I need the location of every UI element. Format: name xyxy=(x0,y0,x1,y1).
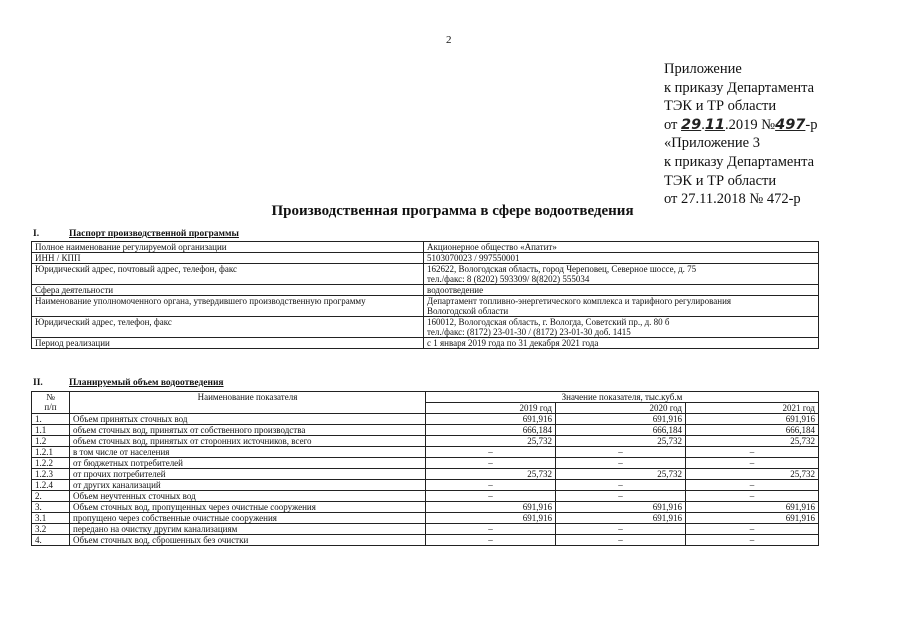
row-number: 1.2.1 xyxy=(32,447,70,458)
table-row xyxy=(32,414,819,425)
year-header: 2020 год xyxy=(556,403,686,414)
passport-value-line: Акционерное общество «Апатит» xyxy=(427,242,557,252)
passport-value-line: 160012, Вологодская область, г. Вологда, Советский пр., д. 80 б xyxy=(427,317,670,327)
value-cell: 25,732 xyxy=(686,436,819,447)
value-cell: – xyxy=(686,491,819,502)
year-header: 2019 год xyxy=(426,403,556,414)
passport-row xyxy=(32,296,819,317)
row-name: объем сточных вод, принятых от сторонних источников, всего xyxy=(70,436,426,447)
value-cell: – xyxy=(686,535,819,546)
header-text: -р xyxy=(805,116,818,133)
handwritten-order-number: 497 xyxy=(775,116,806,133)
year-header: 2021 год xyxy=(686,403,819,414)
passport-value xyxy=(424,285,819,296)
header-text: п/п xyxy=(44,402,57,412)
value-cell: – xyxy=(426,524,556,535)
passport-value-line: 162622, Вологодская область, город Череповец, Северное шоссе, д. 75 xyxy=(427,264,697,274)
row-name: Объем неучтенных сточных вод xyxy=(70,491,426,502)
passport-row xyxy=(32,242,819,253)
passport-value xyxy=(424,242,819,253)
value-cell: – xyxy=(556,491,686,502)
value-cell: 691,916 xyxy=(686,502,819,513)
passport-value-line: Департамент топливно-энергетического комплекса и тарифного регулирования xyxy=(427,296,732,306)
passport-value-line: тел./факс: 8 (8202) 593309/ 8(8202) 555034 xyxy=(427,274,590,284)
value-cell: – xyxy=(556,480,686,491)
table-row xyxy=(32,491,819,502)
passport-label: ИНН / КПП xyxy=(32,253,424,264)
passport-label: Юридический адрес, почтовый адрес, телефон, факс xyxy=(32,264,424,285)
row-number: 1.2.4 xyxy=(32,480,70,491)
section-heading xyxy=(33,378,224,388)
header-text: . xyxy=(701,116,705,133)
row-number: 2. xyxy=(32,491,70,502)
header-line: к приказу Департамента xyxy=(664,79,815,96)
passport-label: Наименование уполномоченного органа, утвердившего производственную программу xyxy=(32,296,424,317)
passport-row xyxy=(32,264,819,285)
passport-value xyxy=(424,264,819,285)
volumes-table xyxy=(31,391,819,546)
value-cell: 691,916 xyxy=(556,502,686,513)
row-name: объем сточных вод, принятых от собственного производства xyxy=(70,425,426,436)
passport-row xyxy=(32,285,819,296)
appendix-header xyxy=(664,60,818,209)
document-title: Производственная программа в сфере водоотведения xyxy=(271,203,634,219)
table-row xyxy=(32,458,819,469)
table-row xyxy=(32,502,819,513)
value-cell: 25,732 xyxy=(426,469,556,480)
passport-table xyxy=(31,241,819,349)
value-cell: – xyxy=(426,491,556,502)
row-number: 1.1 xyxy=(32,425,70,436)
value-cell: – xyxy=(426,447,556,458)
header-text: № xyxy=(46,392,55,402)
row-name: от других канализаций xyxy=(70,480,426,491)
value-cell: – xyxy=(426,480,556,491)
table-row xyxy=(32,480,819,491)
passport-value-line: с 1 января 2019 года по 31 декабря 2021 года xyxy=(427,338,599,348)
passport-label: Юридический адрес, телефон, факс xyxy=(32,317,424,338)
section-heading xyxy=(33,229,239,239)
header-line: ТЭК и ТР области xyxy=(664,98,777,115)
passport-row xyxy=(32,253,819,264)
passport-label: Период реализации xyxy=(32,338,424,349)
passport-label: Полное наименование регулируемой организации xyxy=(32,242,424,253)
row-name: Объем принятых сточных вод xyxy=(70,414,426,425)
value-cell: – xyxy=(426,535,556,546)
value-cell: 691,916 xyxy=(686,513,819,524)
header-line: к приказу Департамента xyxy=(664,153,815,170)
handwritten-month: 11 xyxy=(704,116,726,133)
row-name: Объем сточных вод, пропущенных через очистные сооружения xyxy=(70,502,426,513)
row-number: 3.2 xyxy=(32,524,70,535)
passport-value-line: тел./факс: (8172) 23-01-30 / (8172) 23-01-30 доб. 1415 xyxy=(427,327,631,337)
row-number: 1. xyxy=(32,414,70,425)
passport-value xyxy=(424,338,819,349)
section-title: Паспорт производственной программы xyxy=(69,229,239,239)
header-order-date-line xyxy=(664,116,818,135)
row-name: Объем сточных вод, сброшенных без очистки xyxy=(70,535,426,546)
value-cell: 691,916 xyxy=(556,414,686,425)
value-cell: 25,732 xyxy=(556,436,686,447)
passport-row xyxy=(32,317,819,338)
row-number: 3. xyxy=(32,502,70,513)
value-cell: – xyxy=(686,447,819,458)
handwritten-day: 29 xyxy=(681,116,702,133)
header-cell: Значение показателя, тыс.куб.м xyxy=(426,392,819,403)
page-number: 2 xyxy=(446,34,452,46)
value-cell: 25,732 xyxy=(686,469,819,480)
header-line: «Приложение 3 xyxy=(664,135,760,152)
row-number: 1.2 xyxy=(32,436,70,447)
value-cell: 691,916 xyxy=(686,414,819,425)
value-cell: 691,916 xyxy=(426,414,556,425)
table-row xyxy=(32,425,819,436)
value-cell: 691,916 xyxy=(556,513,686,524)
row-name: в том числе от населения xyxy=(70,447,426,458)
row-name: передано на очистку другим канализациям xyxy=(70,524,426,535)
passport-value xyxy=(424,317,819,338)
value-cell: 691,916 xyxy=(426,513,556,524)
header-text: от xyxy=(664,116,678,133)
header-line: ТЭК и ТР области xyxy=(664,172,777,189)
header-cell: Наименование показателя xyxy=(70,392,426,414)
value-cell: – xyxy=(686,458,819,469)
passport-value-line: 5103070023 / 997550001 xyxy=(427,253,520,263)
value-cell: 666,184 xyxy=(686,425,819,436)
section-title: Планируемый объем водоотведения xyxy=(69,378,224,388)
value-cell: – xyxy=(556,447,686,458)
header-cell xyxy=(32,392,70,414)
value-cell: – xyxy=(556,524,686,535)
table-row xyxy=(32,513,819,524)
passport-value xyxy=(424,253,819,264)
header-text: .2019 № xyxy=(725,116,776,133)
value-cell: – xyxy=(556,458,686,469)
passport-value-line: водоотведение xyxy=(427,285,484,295)
row-number: 4. xyxy=(32,535,70,546)
header-line: Приложение xyxy=(664,61,742,77)
passport-value-line: Вологодской области xyxy=(427,306,509,316)
value-cell: – xyxy=(686,524,819,535)
section-number: II. xyxy=(33,378,43,388)
value-cell: 25,732 xyxy=(426,436,556,447)
value-cell: 25,732 xyxy=(556,469,686,480)
passport-label: Сфера деятельности xyxy=(32,285,424,296)
passport-value xyxy=(424,296,819,317)
section-number: I. xyxy=(33,229,40,239)
value-cell: – xyxy=(556,535,686,546)
table-row xyxy=(32,436,819,447)
row-name: от прочих потребителей xyxy=(70,469,426,480)
table-row xyxy=(32,469,819,480)
row-number: 3.1 xyxy=(32,513,70,524)
table-row xyxy=(32,447,819,458)
row-name: пропущено через собственные очистные сооружения xyxy=(70,513,426,524)
value-cell: – xyxy=(686,480,819,491)
value-cell: 666,184 xyxy=(556,425,686,436)
value-cell: 666,184 xyxy=(426,425,556,436)
value-cell: 691,916 xyxy=(426,502,556,513)
table-row xyxy=(32,524,819,535)
row-name: от бюджетных потребителей xyxy=(70,458,426,469)
value-cell: – xyxy=(426,458,556,469)
passport-row xyxy=(32,338,819,349)
table-row xyxy=(32,535,819,546)
row-number: 1.2.3 xyxy=(32,469,70,480)
header-line: от 27.11.2018 № 472-р xyxy=(664,191,801,208)
row-number: 1.2.2 xyxy=(32,458,70,469)
